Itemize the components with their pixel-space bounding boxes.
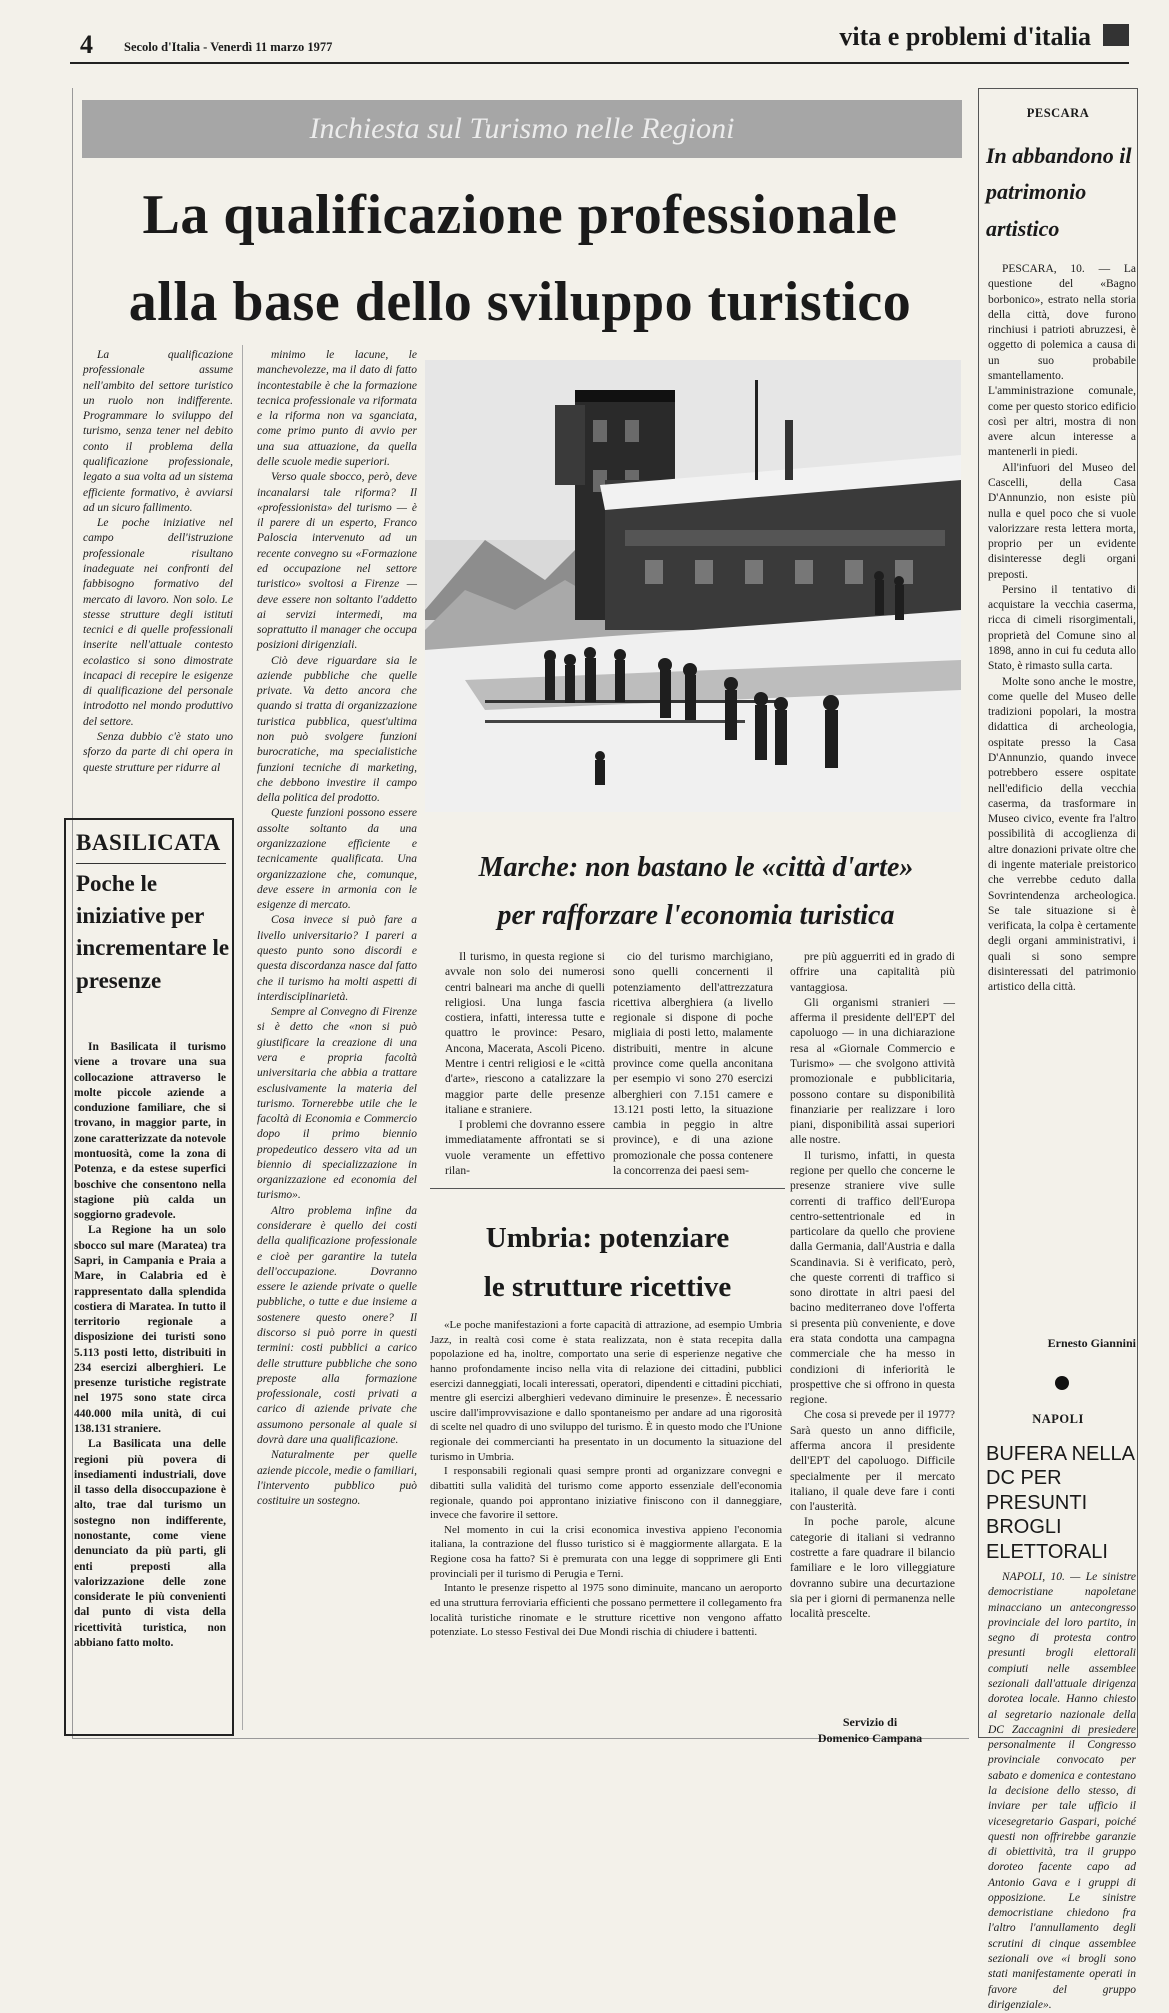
paragraph: Cosa invece si può fare a livello universitario? I pareri a questo punto sono discordi e questa discordanza nasce dal fatto che il turismo ha molti aspetti di interdisciplinarietà. — [257, 914, 417, 1003]
byline — [795, 1715, 945, 1746]
section-title: vita e problemi d'italia — [839, 22, 1091, 51]
paragraph: pre più agguerriti ed in grado di offrire una capitalità più vantaggiosa. — [790, 951, 955, 994]
headline-line-1: La qualificazione professionale — [142, 184, 898, 246]
headline-line-2: alla base dello sviluppo turistico — [128, 270, 912, 333]
basilicata-body — [74, 1040, 226, 1720]
marche-title — [428, 844, 964, 939]
paragraph: Gli organismi stranieri — afferma il presidente dell'EPT del capoluogo — in una dichiarazione resa al «Giornale Commercio e Turismo» — che svolgono attività promozionale e pubblicitaria, possono contare su disponibilità finanziarie per realizzare i loro piani, disponibilità assai superiori alle nostre. — [790, 996, 955, 1147]
paragraph: I problemi che dovranno essere immediatamente affrontati se si vuole veramente un effettivo rilan- — [445, 1119, 605, 1177]
inquiry-banner — [82, 100, 962, 158]
section-rule — [430, 1188, 785, 1189]
paragraph: La Regione ha un solo sbocco sul mare (Maratea) tra Sapri, in Campania e Praia a Mare, in Calabria ed è rappresentato dalla splendida costiera di Maratea. In tutto il territorio regionale a disposizione dei turisti sono 5.113 posti letto, distribuiti in 234 esercizi alberghieri. Le presenze turistiche registrate nel 1975 sono state circa 440.000 mila unità, di cui 138.131 straniere. — [74, 1224, 226, 1436]
paragraph: Il turismo, infatti, in questa regione per quello che concerne le presenze straniere vive sulle correnti di traffico dell'Europa centro-settentrionale ed in particolare da quello che proviene dalla Germania, dall'Austria e dalla Scandinavia. Si è verificato, però, che queste correnti di traffico si sono dirottate in altri paesi del bacino mediterraneo dove l'offerta si presenta più conveniente, e dove era stata condotta una campagna commerciale che ha messo in condizioni di inferiorità le prospettive che si offrono in questa regione. — [790, 1149, 955, 1407]
paragraph: Intanto le presenze rispetto al 1975 sono diminuite, mancano un aeroporto ed una struttura ferroviaria efficienti che possano permettere il collegamento fra località turistiche rinomate e le strutture ricettive non vengono affatto potenziate. Lo stesso Festival dei Due Mondi rischia di chiudere i battenti. — [430, 1582, 782, 1639]
byline-line-1: Servizio di — [842, 1715, 898, 1729]
paragraph: PESCARA, 10. — La questione del «Bagno borbonico», estrato nella storia della città, dove furono rinchiusi i patrioti abruzzesi, è oggetto di polemica a causa di un suo probabile smantellamento. L'amministrazione comunale, come per questo storico edificio così per altri, mostra di non avere alcun interesse a mantenerli in piedi. — [988, 263, 1136, 459]
paragraph: Il turismo, in questa regione si avvale non solo dei numerosi centri balneari ma anche di quelli religiosi. Una lunga fascia costiera, infatti, interessa tutte e quattro le province: Pesaro, Ancona, Macerata, Ascoli Piceno. Mentre i centri religiosi e le «città d'arte», riescono a catalizzare la maggior parte delle presenze italiane e straniere. — [445, 951, 605, 1116]
paragraph: minimo le lacune, le manchevolezze, ma il dato di fatto incontestabile è che la formazione tecnica professionale va riformata e la riforma non va sganciata, come primo punto di avvio per una sua attuazione, da quella delle scuole medie superiori. — [257, 349, 417, 468]
paragraph: NAPOLI, 10. — Le sinistre democristiane napoletane minacciano un antecongresso provinciale del loro partito, in segno di protesta contro presunti brogli elettorali compiuti nelle assemblee sezionali dall'attuale dirigenza dorotea locale. Hanno chiesto al segretario nazionale della DC Zaccagnini di presiedere personalmente il Congresso provinciale convocato per sabato e domenica e contestano la decisione dello stesso, di inviare per tale ufficio il vicesegretario Gaspari, poiché questi non offrirebbe garanzie di obiettività, tra il gruppo doroteo facente capo ad Antonio Gava e i gruppi di opposizione. Le sinistre democristiane chiedono fra l'altro l'annullamento degli scrutini di cinque assemblee sezionali ove «i brogli sono stati manifestamente operati in favore del gruppo dirigenziale». — [988, 1571, 1136, 2011]
pescara-title: In abbandono il patrimonio artistico — [986, 143, 1132, 241]
paragraph: Verso quale sbocco, però, deve incanalarsi tale riforma? Il «professionista» del turismo — è il parere di un esperto, Franco Paloscia intervenuto ad un recente convegno su «Formazione ed occupazione nel settore turistico» svoltosi a Firenze — deve essere non soltanto l'addetto ai servizi intermedi, ma soprattutto il manager che occupa posizioni dirigenziali. — [257, 471, 417, 652]
paragraph: Molte sono anche le mostre, come quelle del Museo delle tradizioni popolari, la mostra didattica di archeologia, ospitate presso la Casa D'Annunzio, quando invece potrebbero essere ospitate nell'edificio della vecchia caserma, da trasformare in Museo civico, evente fra l'altro possibilità di accoglienza di altre donazioni private oltre che di ingente materiale preistorico che verrebbe ceduto dalla Sovrintendenza archeologica. Se tale situazione si è verificata, la colpa è certamente degli organi amministrativi, i quali si sono sempre disinteressati del patrimonio artistico della città. — [988, 675, 1136, 994]
paragraph: Ciò deve riguardare sia le aziende pubbliche che quelle private. Va detto ancora che quando si tratta di organizzazione turistica pubblica, quest'ultima non può svolgere funzioni burocratiche, ma specialistiche funzioni tecniche di marketing, che debbono investire il campo della politica del prodotto. — [257, 654, 417, 805]
masthead: Secolo d'Italia - Venerdì 11 marzo 1977 — [124, 40, 333, 54]
section-marker — [1103, 24, 1129, 46]
pescara-body — [988, 262, 1136, 1327]
page-number: 4 — [80, 30, 93, 59]
pescara-region-label: PESCARA — [1026, 106, 1090, 120]
paragraph: Persino il tentativo di acquistare la vecchia caserma, ricca di cimeli risorgimentali, proprietà del Comune sino al 1898, anno in cui fu ceduta allo Stato, è rimasto sulla carta. — [988, 583, 1136, 673]
paragraph: Le poche iniziative nel campo dell'istruzione professionale risultano inadeguate nei confronti del fabbisogno formativo del mercato di lavoro. Non solo. Le stesse strutture degli istituti tecnici e di quelle professionali inserite nell'attuale contesto ecolastico si sono dimostrate incapaci di recepire le esigenze di qualificazione del personale introdotto nel mondo produttivo del settore. — [83, 517, 233, 728]
umbria-body — [430, 1318, 782, 1723]
paragraph: All'infuori del Museo del Cascelli, della Casa D'Annunzio, non esiste più nulla e quel poco che si vuole valorizzare resta lettera morta, proprio per un evidente disinteresse degli organi preposti. — [988, 461, 1136, 581]
paragraph: Nel momento in cui la crisi economica investiva appieno l'economia italiana, la contrazione del flusso turistico si è maggiormente allargata. E la Regione cosa ha fatto? Si è premurata con una legge di sopprimere gli Enti provinciali per il turismo di Perugia e Terni. — [430, 1523, 782, 1580]
basilicata-region-label: BASILICATA — [76, 830, 221, 855]
news-photo — [425, 360, 961, 812]
umbria-title-line-1: Umbria: potenziare — [485, 1222, 730, 1254]
napoli-body — [988, 1570, 1136, 2011]
paragraph: In poche parole, alcune categorie di italiani si vedranno costrette a fare quadrare il bilancio familiare e le loro villeggiature dovranno subire una decurtazione sia per i giorni di permanenza nelle località prescelte. — [790, 1516, 955, 1621]
byline-author: Domenico Campana — [817, 1730, 923, 1745]
bullet-icon — [1055, 1376, 1069, 1390]
umbria-title-line-2: le strutture ricettive — [483, 1271, 732, 1304]
paragraph: Senza dubbio c'è stato uno sforzo da parte di chi opera in queste strutture per ridurre al — [83, 731, 233, 774]
paragraph: Altro problema infine da considerare è quello dei costi della qualificazione professionale e cioè per garantire la tutela dell'occupazione. Dovranno essere le aziende private o quelle pubbliche, o tutte e due insieme a sostenere questo onere? Il discorso si può porre in questi termini: costi pubblici a carico delle strutture pubbliche che sono preposte alla formazione professionale, costi privati a carico di aziende private che assumono personale al quale si dovrà dare una qualificazione. — [257, 1204, 417, 1446]
umbria-title — [430, 1214, 785, 1313]
napoli-title: BUFERA NELLA DC PER PRESUNTI BROGLI ELETTORALI — [986, 1443, 1134, 1563]
basilicata-rule — [76, 863, 226, 864]
marche-column-1 — [445, 950, 605, 1180]
paragraph: La Basilicata una delle regioni più povera di insediamenti industriali, dove il tasso della disoccupazione è alto, trae dal turismo un sostegno non indifferente, nonostante, come viene denunciato da più parti, gli enti preposti alla valorizzazione delle zone considerate le più convenienti dal punto di vista della ricettività turistica, non abbiano fatto molto. — [74, 1438, 226, 1649]
paragraph: Sempre al Convegno di Firenze si è detto che «non si può giustificare la creazione di una vera e propria facoltà universitaria che abbia a trattare esclusivamente la materia del turismo. Tornerebbe utile che le facoltà di Economia e Commercio dopo il primo biennio propedeutico dessero vita ad un biennio di specializzazione in organizzazione ed economia del turismo». — [257, 1006, 417, 1202]
paragraph: Che cosa si prevede per il 1977? Sarà questo un anno difficile, afferma ancora il presidente dell'EPT del capoluogo. Difficile specialmente per il mercato italiano, il quale deve fare i conti con l'austerità. — [790, 1409, 955, 1514]
paragraph: I responsabili regionali quasi sempre pronti ad organizzare convegni e dibattiti sulla validità del turismo come apporto essenziale dell'economia regionale, quando poi approntano iniziative finiscono con il danneggiare, invece che favorire il settore. — [430, 1465, 782, 1522]
paragraph: La qualificazione professionale assume nell'ambito del settore turistico un ruolo non indifferente. Programmare lo sviluppo del turismo, senza tener nel debito conto il problema della qualificazione professionale, legato a sua volta ad un sistema efficiente formativo, è avviarsi ad un sicuro fallimento. — [83, 349, 233, 514]
paragraph: cio del turismo marchigiano, sono quelli concernenti il potenziamento dell'attrezzatura ricettiva alberghiera (a livello regionale si dispone di poche migliaia di posti letto, malamente distribuiti, mentre in alcune province come quella anconitana per esempio vi sono 270 esercizi alberghieri con 7.151 camere e 13.121 posti letto, la situazione cambia in peggio in altre province), e di una azione promozionale che possa contenere la concorrenza dei paesi sem- — [613, 951, 773, 1177]
paragraph: «Le poche manifestazioni a forte capacità di attrazione, ad esempio Umbria Jazz, in realtà così come è stata realizzata, non è stata recepita dalla popolazione ed ha, inoltre, comportato una serie di esperienze negative che hanno profondamente inciso nella vita di relazione dei cittadini, pubblici esercizi danneggiati, locali interessati, operatori, dipendenti e cittadini picchiati, mentre gli esercizi alberghieri vedevano diminuire le presenze». È necessario uscire dall'improvvisazione e dallo spontaneismo per andare ad una rigorosità di scelte nel quadro di uno sviluppo del turismo. È in questo modo che l'Unione regionale dei commercianti ha presentato in un documento la situazione del turismo in Umbria. — [430, 1319, 782, 1463]
marche-title-line-1: Marche: non bastano le «città d'arte» — [478, 852, 914, 883]
lede-column-2 — [257, 348, 417, 1728]
marche-column-3 — [790, 950, 955, 1720]
marche-title-line-2: per rafforzare l'economia turistica — [497, 899, 895, 931]
basilicata-title: Poche le iniziative per incrementare le presenze — [76, 871, 230, 993]
header-rule — [70, 62, 1129, 64]
banner-text: Inchiesta sul Turismo nelle Regioni — [309, 112, 735, 145]
lede-column-1 — [83, 348, 233, 793]
headline — [70, 172, 970, 346]
paragraph: Queste funzioni possono essere assolte soltanto da una organizzazione efficiente e tecnicamente qualificata. Una organizzazione che, comunque, deve essere in armonia con le esigenze di mercato. — [257, 807, 417, 912]
column-divider — [242, 345, 243, 1730]
napoli-region-label: NAPOLI — [1032, 1412, 1084, 1426]
paragraph: Naturalmente per quelle aziende piccole, medie o familiari, l'intervento pubblico può costituire un sostegno. — [257, 1449, 417, 1508]
pescara-author: Ernesto Giannini — [1047, 1336, 1136, 1350]
marche-column-2 — [613, 950, 773, 1180]
paragraph: In Basilicata il turismo viene a trovare una sua collocazione attraverso le molte piccole aziende a conduzione familiare, che si trovano, in maggior parte, in zone caratterizzate da notevole montuosità, come la zona di Potenza, e da estese superfici boschive che consentono nella stagione più calda un soggiorno gradevole. — [74, 1041, 226, 1222]
